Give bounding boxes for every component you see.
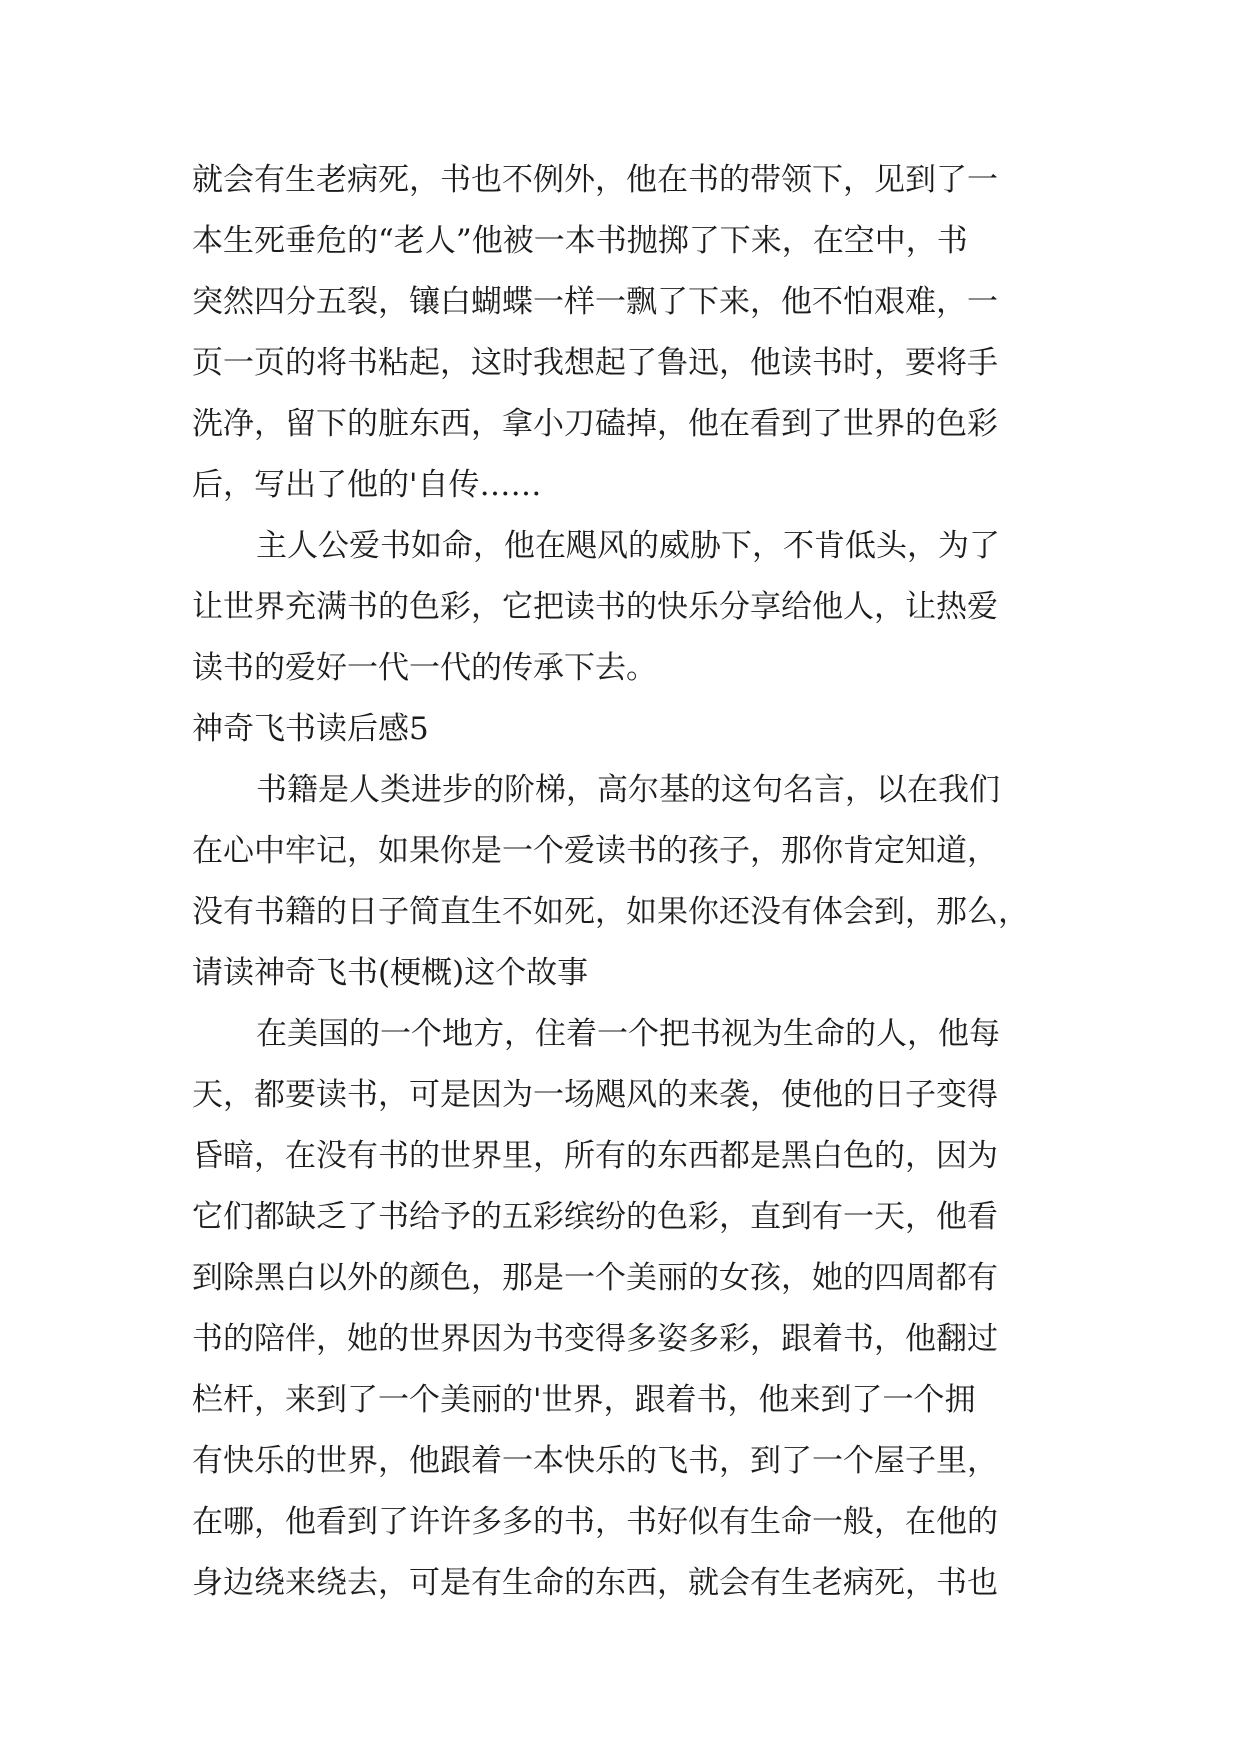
text-line: 在美国的一个地方，住着一个把书视为生命的人，他每 xyxy=(256,1016,1000,1052)
text-line: 身边绕来绕去，可是有生命的东西，就会有生老病死，书也 xyxy=(192,1565,998,1601)
text-line: 让世界充满书的色彩，它把读书的快乐分享给他人，让热爱 xyxy=(192,589,998,625)
text-line: 书籍是人类进步的阶梯，高尔基的这句名言，以在我们 xyxy=(256,772,1000,808)
text-line: 栏杆，来到了一个美丽的'世界，跟着书，他来到了一个拥 xyxy=(192,1382,976,1418)
text-line: 在哪，他看到了许许多多的书，书好似有生命一般，在他的 xyxy=(192,1504,998,1540)
text-line: 昏暗，在没有书的世界里，所有的东西都是黑白色的，因为 xyxy=(192,1138,998,1174)
section-heading: 神奇飞书读后感5 xyxy=(192,711,429,747)
text-line: 主人公爱书如命，他在飓风的威胁下，不肯低头，为了 xyxy=(256,528,1000,564)
text-line: 书的陪伴，她的世界因为书变得多姿多彩，跟着书，他翻过 xyxy=(192,1321,998,1357)
text-line: 天，都要读书，可是因为一场飓风的来袭，使他的日子变得 xyxy=(192,1077,998,1113)
text-line: 有快乐的世界，他跟着一本快乐的飞书，到了一个屋子里， xyxy=(192,1443,998,1479)
text-line: 洗净，留下的脏东西，拿小刀磕掉，他在看到了世界的色彩 xyxy=(192,406,998,442)
document-body xyxy=(192,150,1047,1614)
text-line: 在心中牢记，如果你是一个爱读书的孩子，那你肯定知道， xyxy=(192,833,998,869)
text-line: 到除黑白以外的颜色，那是一个美丽的女孩，她的四周都有 xyxy=(192,1260,998,1296)
text-line: 就会有生老病死，书也不例外，他在书的带领下，见到了一 xyxy=(192,162,998,198)
text-line: 页一页的将书粘起，这时我想起了鲁迅，他读书时，要将手 xyxy=(192,345,998,381)
text-line: 请读神奇飞书(梗概)这个故事 xyxy=(192,955,589,991)
text-line: 后，写出了他的'自传…… xyxy=(192,467,542,503)
text-line: 本生死垂危的“老人”他被一本书抛掷了下来，在空中，书 xyxy=(192,223,968,259)
text-line: 它们都缺乏了书给予的五彩缤纷的色彩，直到有一天，他看 xyxy=(192,1199,998,1235)
text-line: 突然四分五裂，镶白蝴蝶一样一飘了下来，他不怕艰难，一 xyxy=(192,284,998,320)
text-line: 读书的爱好一代一代的传承下去。 xyxy=(192,650,657,686)
text-line: 没有书籍的日子简直生不如死，如果你还没有体会到，那么， xyxy=(192,894,1029,930)
